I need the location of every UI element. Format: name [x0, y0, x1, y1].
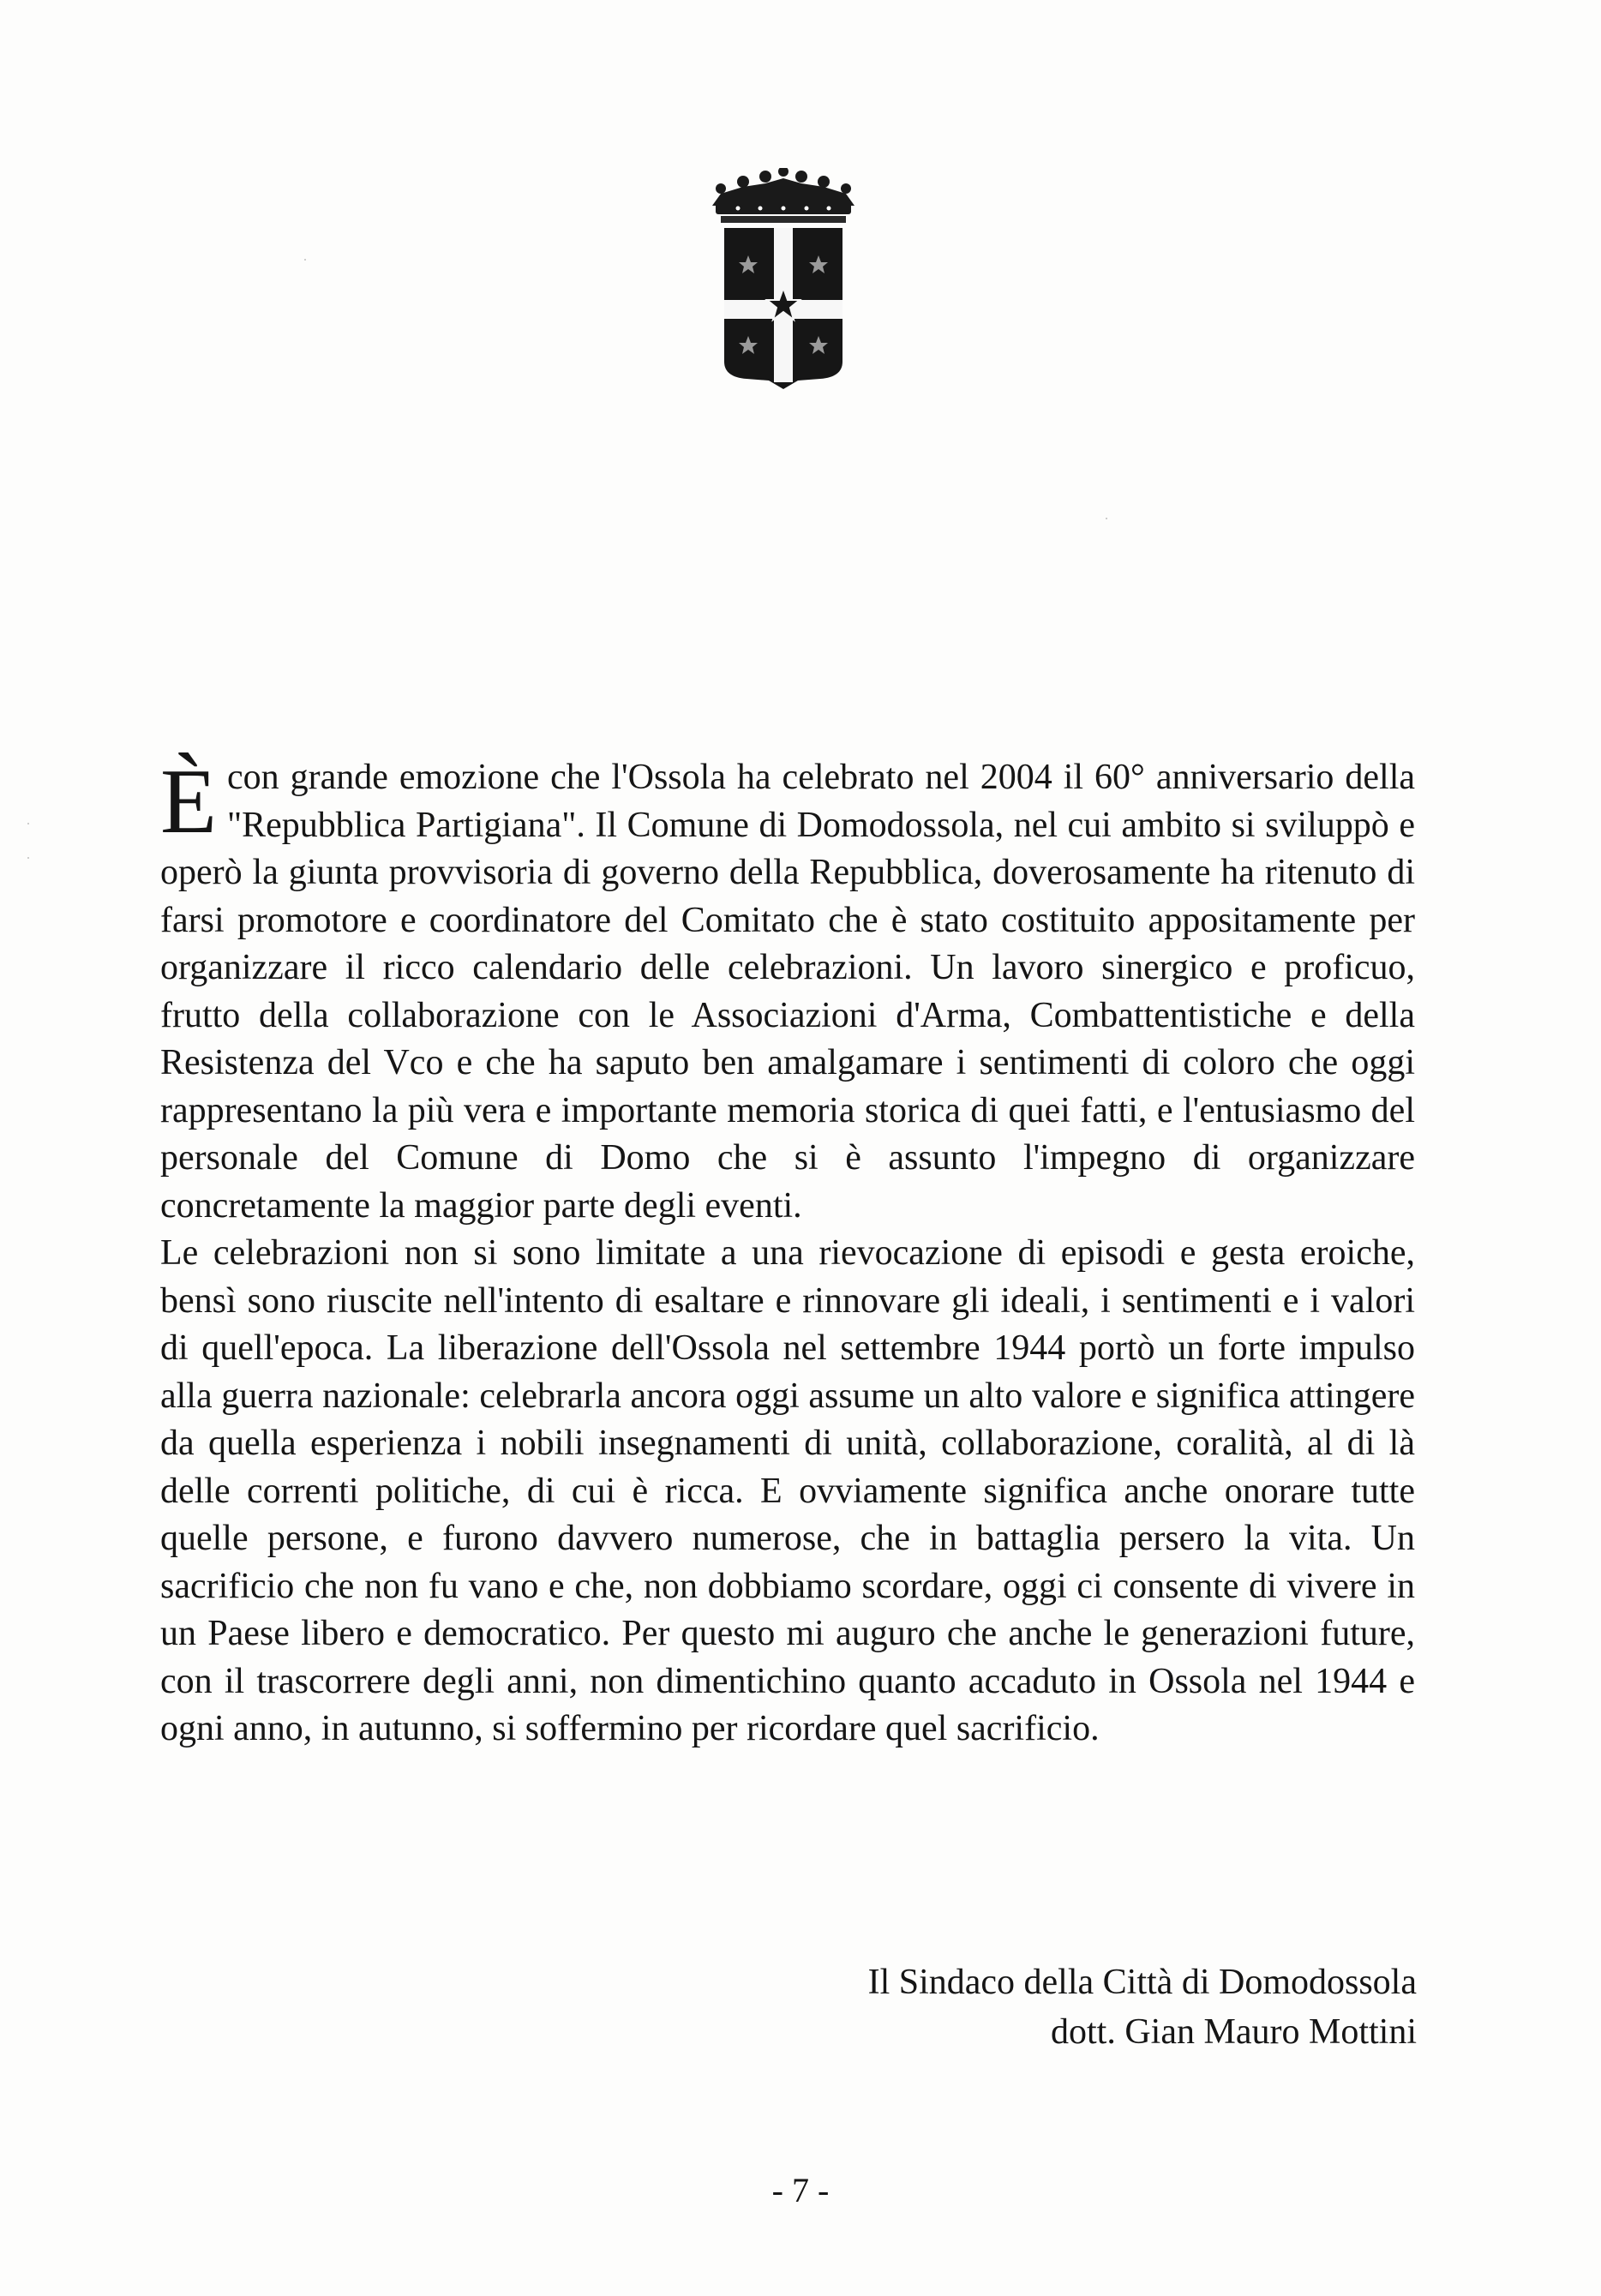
scan-speck [304, 259, 306, 261]
coat-of-arms-icon [709, 168, 858, 391]
signature-name: dott. Gian Mauro Mottini [1051, 2012, 1417, 2052]
letter-body [160, 751, 1415, 1753]
signature-block [868, 1957, 1417, 2057]
drop-cap: È [160, 751, 217, 853]
scan-speck [27, 823, 29, 824]
signature-title: Il Sindaco della Città di Domodossola [867, 1963, 1417, 2002]
opening-paragraph [160, 751, 1415, 1230]
scan-speck [27, 857, 29, 859]
scan-speck [1106, 518, 1107, 519]
page-number: - 7 - [771, 2171, 830, 2209]
second-paragraph: Le celebrazioni non si sono limitate a una rievocazione di episodi e gesta eroiche, bensì sono riuscite nell'intento di esaltare e rinnovare gli ideali, i sentimenti e i valori di quell'epoca. La liberazione dell'Ossola nel settembre 1944 portò un forte impulso alla guerra nazionale: celebrarla ancora oggi assume un alto valore e significa attingere da quella esperienza i nobili insegnamenti di unità, collaborazione, coralità, al di là delle correnti politiche, di cui è ricca. E ovviamente significa anche onorare tutte quelle persone, e furono davvero numerose, che in battaglia persero la vita. Un sacrificio che non fu vano e che, non dobbiamo scordare, oggi ci consente di vivere in un Paese libero e democratico. Per questo mi auguro che anche le generazioni future, con il trascorrere degli anni, non dimentichino quanto accaduto in Ossola nel 1944 e ogni anno, in autunno, si soffermino per ricordare quel sacrificio. [160, 1233, 1415, 1748]
opening-paragraph-text: con grande emozione che l'Ossola ha celebrato nel 2004 il 60° anniversario della "Repubblica Partigiana". Il Comune di Domodossola, nel cui ambito si sviluppò e operò la giunta provvisoria di governo della Repubblica, doverosamente ha ritenuto di farsi promotore e coordinatore del Comitato che è stato costituito appositamente per organizzare il ricco calendario delle celebrazioni. Un lavoro sinergico e proficuo, frutto della collaborazione con le Associazioni d'Arma, Combattentistiche e della Resistenza del Vco e che ha saputo ben amalgamare i sentimenti di coloro che oggi rappresentano la più vera e importante memoria storica di quei fatti, e l'entusiasmo del personale del Comune di Domo che si è assunto l'impegno di organizzare concretamente la maggior parte degli eventi. [160, 758, 1415, 1226]
